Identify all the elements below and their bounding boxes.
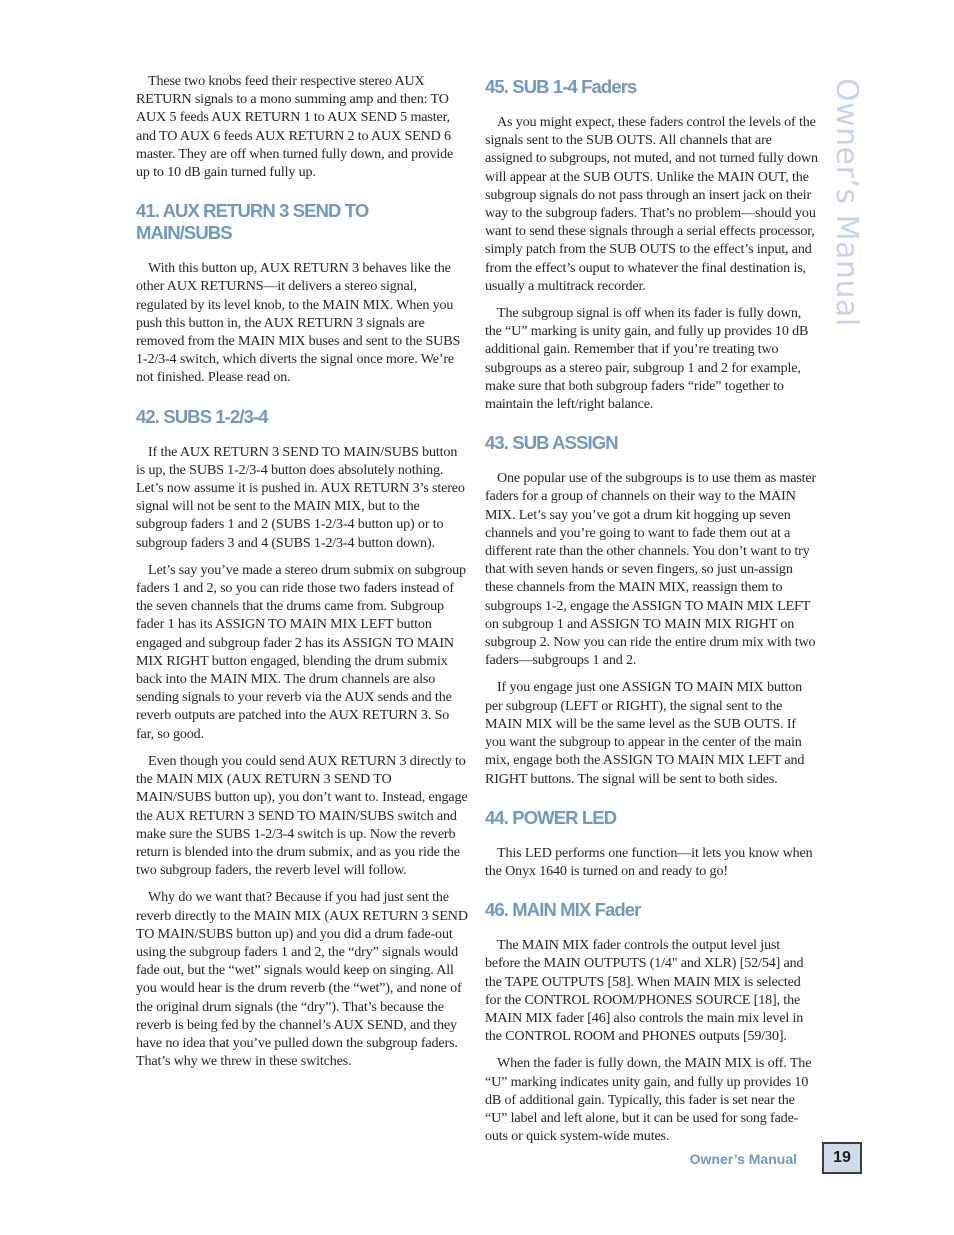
right-column: [485, 72, 818, 1154]
section-42-paragraph-3: Even though you could send AUX RETURN 3 directly to the MAIN MIX (AUX RETURN 3 SEND TO MAIN/SUBS button up), you don’t want to. Instead, engage the AUX RETURN 3 SEND TO MAIN/SUBS switch and make sure the SUBS 1-2/3-4 switch is up. Now the reverb return is blended into the drum submix, and as you ride the two subgroup faders, the reverb level will follow.: [136, 752, 468, 879]
side-title: [829, 78, 864, 327]
footer-label: Owner’s Manual: [689, 1151, 797, 1167]
section-43-title: 43. SUB ASSIGN: [485, 432, 618, 454]
section-42-paragraph-4: Why do we want that? Because if you had just sent the reverb directly to the MAIN MIX (AUX RETURN 3 SEND TO MAIN/SUBS button up) and you did a drum fade-out using the subgroup faders 1 and 2, the “dry” signals would fade out, but the “wet” signals would keep on singing. All you would hear is the drum reverb (the “wet”), and none of the original drum signals (the “dry”). That’s because the reverb is being fed by the channel’s AUX SEND, and they have no idea that you’ve pulled down the subgroup faders. That’s why we threw in these switches.: [136, 889, 468, 1070]
section-43-paragraph-1: One popular use of the subgroups is to use them as master faders for a group of channels on their way to the MAIN MIX. Let’s say you’ve got a drum kit hogging up seven channels and you’re going to want to fade them out at a different rate than the other channels. You don’t want to try that with seven hands or seven fingers, so just un-assign these channels from the MAIN MIX, reassign them to subgroups 1-2, engage the ASSIGN TO MAIN MIX LEFT on subgroup 1 and ASSIGN TO MAIN MIX RIGHT on subgroup 2. Now you can ride the entire drum mix with two faders—subgroups 1 and 2.: [485, 470, 817, 669]
section-46-paragraph-1: The MAIN MIX fader controls the output level just before the MAIN OUTPUTS (1/4" and XLR) [52/54] and the TAPE OUTPUTS [58]. When MAIN MIX is selected for the CONTROL ROOM/PHONES SOURCE [18], the MAIN MIX fader [46] also controls the main mix level in the CONTROL ROOM and PHONES outputs [59/30].: [485, 937, 804, 1045]
section-41-title: 41. AUX RETURN 3 SEND TO MAIN/SUBS: [136, 200, 369, 244]
section-44-title: 44. POWER LED: [485, 806, 617, 828]
section-45-title: 45. SUB 1-4 Faders: [485, 76, 637, 97]
section-42-paragraph-2: Let’s say you’ve made a stereo drum submix on subgroup faders 1 and 2, so you can ride those two faders instead of the seven channels that the drums came from. Subgroup fader 1 has its ASSIGN TO MAIN MIX LEFT button engaged and subgroup fader 2 has its ASSIGN TO MAIN MIX RIGHT button engaged, blending the drum submix back into the MAIN MIX. The drum channels are also sending signals to your reverb via the AUX sends and the reverb outputs are patched into the AUX RETURN 3. So far, so good.: [136, 561, 466, 742]
section-42-title: 42. SUBS 1-2/3-4: [136, 405, 268, 427]
section-41-paragraph-1: With this button up, AUX RETURN 3 behaves like the other AUX RETURNS—it delivers a stereo signal, regulated by its level knob, to the MAIN MIX. When you push this button in, the AUX RETURN 3 signals are removed from the MAIN MIX buses and sent to the SUBS 1-2/3-4 switch, which diverts the signal once more. We’re not finished. Please read on.: [136, 260, 461, 386]
intro-paragraph: These two knobs feed their respective stereo AUX RETURN signals to a mono summing amp and then: TO AUX 5 feeds AUX RETURN 1 to AUX SEND 5 master, and TO AUX 6 feeds AUX RETURN 2 to AUX SEND 6 master. They are off when turned fully down, and provide up to 10 dB gain turned fully up.: [136, 73, 454, 181]
section-43-paragraph-2: If you engage just one ASSIGN TO MAIN MIX button per subgroup (LEFT or RIGHT), the signal sent to the MAIN MIX will be the same level as the SUB OUTS. If you want the subgroup to appear in the center of the main mix, engage both the ASSIGN TO MAIN MIX LEFT and RIGHT buttons. The signal will be sent to both sides.: [485, 679, 805, 787]
section-42-paragraph-1: If the AUX RETURN 3 SEND TO MAIN/SUBS button is up, the SUBS 1-2/3-4 button does absolutely nothing. Let’s now assume it is pushed in. AUX RETURN 3’s stereo signal will not be sent to the MAIN MIX, but to the subgroup faders 1 and 2 (SUBS 1-2/3-4 button up) or to subgroup faders 3 and 4 (SUBS 1-2/3-4 button down).: [136, 443, 465, 551]
section-45-paragraph-1: As you might expect, these faders control the levels of the signals sent to the SUB OUTS. All channels that are assigned to subgroups, not muted, and not turned fully down will appear at the SUB OUTS. Unlike the MAIN OUT, the subgroup signals do not pass through an insert jack on their way to the subgroup faders. That’s no problem—should you want to send these signals through a serial effects processor, simply patch from the SUB OUTS to the effect’s input, and from the effect’s ouput to whatever the final destination is, usually a multitrack recorder.: [485, 114, 818, 294]
page-number: 19: [822, 1142, 862, 1174]
section-44-paragraph-1: This LED performs one function—it lets you know when the Onyx 1640 is turned on and ready to go!: [485, 844, 813, 879]
section-46-title: 46. MAIN MIX Fader: [485, 899, 641, 921]
left-column: [136, 72, 468, 1079]
section-45-paragraph-2: The subgroup signal is off when its fader is fully down, the “U” marking is unity gain, and fully up provides 10 dB additional gain. Remember that if you’re treating two subgroups as a stereo pair, subgroup 1 and 2 for example, make sure that both subgroup faders “ride” together to maintain the left/right balance.: [485, 305, 809, 413]
section-46-paragraph-2: When the fader is fully down, the MAIN MIX is off. The “U” marking indicates unity gain, and fully up provides 10 dB of additional gain. Typically, this fader is set near the “U” label and left alone, but it can be used for song fade-outs or quick system-wide mutes.: [485, 1055, 812, 1145]
side-title-text: Owner’s Manual: [829, 78, 864, 327]
